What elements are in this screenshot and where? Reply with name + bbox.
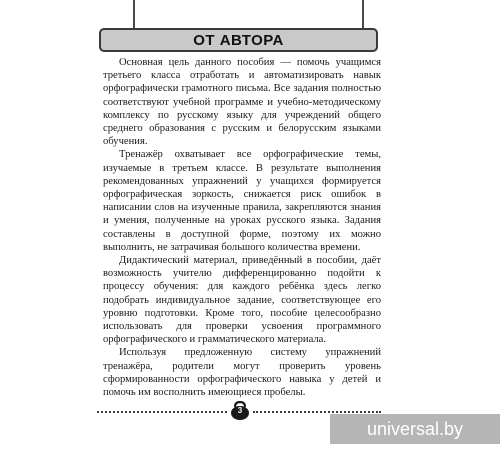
page-frame-rule-left xyxy=(133,0,135,30)
paragraph: Основная цель данного пособия — помочь учащимся третьего класса отработать и автоматизировать навык орфографически грамотного письма. Все задания полностью соответствуют учебной программе и учебно-методическому комплексу по русскому языку для учреждений общего среднего образования с русским и белорусским языками обучения. xyxy=(103,57,381,148)
paragraph: Тренажёр охватывает все орфографические темы, изучаемые в третьем классе. В результате выполнения рекомендованных упражнений у учащихся формируется орфографическая зоркость, снижается риск ошибок в написании слов на изученные правила, закрепляются знания и умения, полученные на уроках русского языка. Задания составлены в доступной форме, поэтому их можно выполнить, не затрачивая большого количества времени. xyxy=(103,149,381,253)
footer-dotted-line-left xyxy=(97,411,227,413)
watermark-text: universal.by xyxy=(366,418,464,439)
footer-dotted-line-right xyxy=(253,411,381,413)
page-frame-rule-right xyxy=(362,0,364,30)
page-number: 3 xyxy=(237,406,243,415)
page-title: ОТ АВТОРА xyxy=(193,31,284,49)
section-header xyxy=(99,28,378,52)
article-body xyxy=(103,56,381,399)
paragraph: Используя предложенную систему упражнений тренажёра, родители могут проверить уровень сформированности орфографического навыка у детей и помочь им восполнить имеющиеся пробелы. xyxy=(103,347,381,399)
watermark xyxy=(330,414,500,444)
page-number-badge xyxy=(229,401,251,421)
paragraph: Дидактический материал, приведённый в пособии, даёт возможность учителю дифференцированно подойти к процессу обучения: для каждого ребёнка здесь легко подобрать индивидуальное задание, соответствующее его уровню подготовки. Кроме того, пособие целесообразно использовать для проверки усвоения программного орфографического и грамматического материала. xyxy=(103,255,381,346)
